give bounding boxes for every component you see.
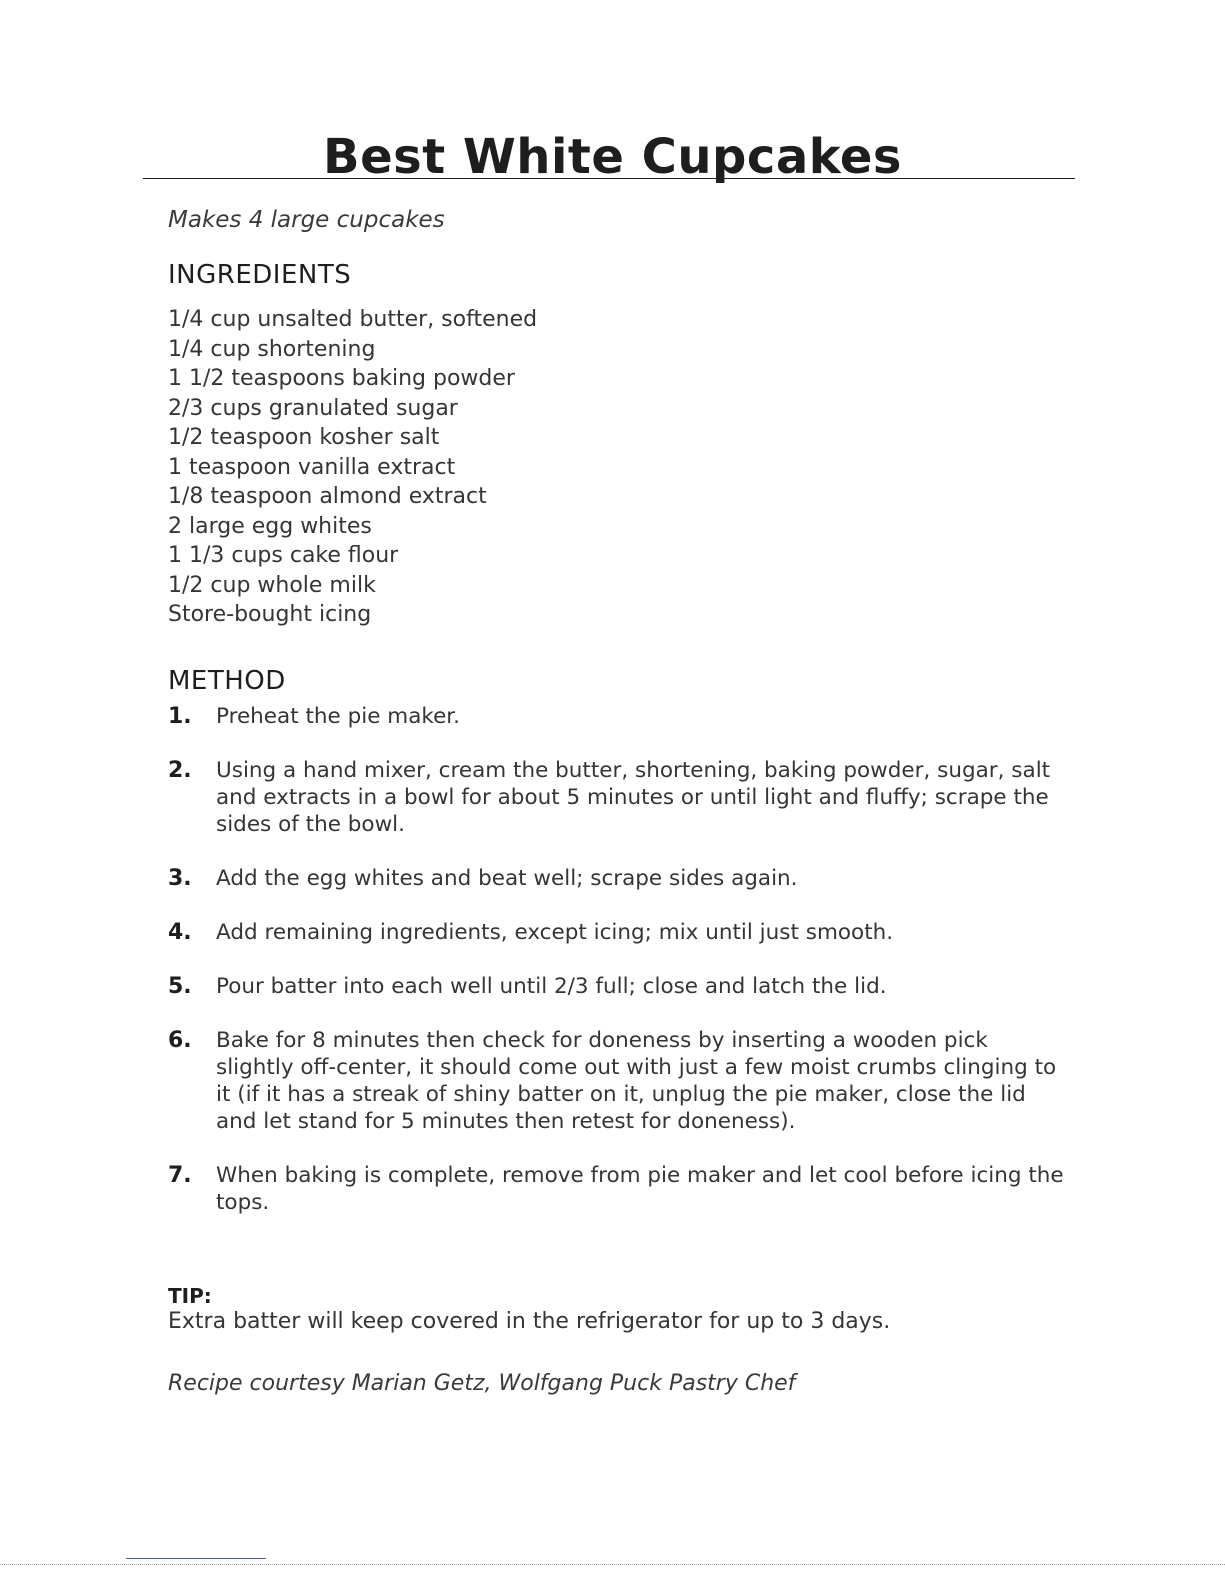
ingredient-item: 1 teaspoon vanilla extract	[168, 454, 456, 480]
footer-mark	[126, 1558, 266, 1559]
method-step	[168, 1027, 1068, 1135]
step-number: 4.	[168, 920, 192, 945]
recipe-credit: Recipe courtesy Marian Getz, Wolfgang Puck Pastry Chef	[168, 1371, 796, 1396]
ingredient-item: 1/2 teaspoon kosher salt	[168, 425, 440, 450]
method-step	[168, 973, 1068, 1000]
ingredient-item: 1/8 teaspoon almond extract	[168, 484, 487, 509]
ingredient-item: 1 1/3 cups cake flour	[168, 543, 399, 568]
method-step	[168, 757, 1068, 838]
step-text: Bake for 8 minutes then check for doneness by inserting a wooden pick slightly off-center, it should come out with just a few moist crumbs clinging to it (if it has a streak of shiny batter on it, unplug the pie maker, close the lid and let stand for 5 minutes then retest for doneness).	[216, 1028, 1057, 1134]
ingredient-item: 1 1/2 teaspoons baking powder	[168, 366, 515, 391]
title-underline	[143, 178, 1075, 179]
method-step	[168, 703, 1068, 730]
tip-text: Extra batter will keep covered in the refrigerator for up to 3 days.	[168, 1309, 891, 1334]
ingredient-item: 2 large egg whites	[168, 513, 372, 539]
step-text: Add the egg whites and beat well; scrape sides again.	[216, 866, 798, 891]
step-text: Using a hand mixer, cream the butter, shortening, baking powder, sugar, salt and extracts in a bowl for about 5 minutes or until light and fluffy; scrape the sides of the bowl.	[216, 758, 1051, 837]
step-text: Preheat the pie maker.	[216, 704, 461, 729]
step-text: Pour batter into each well until 2/3 full; close and latch the lid.	[216, 974, 887, 999]
ingredient-item: 1/4 cup shortening	[168, 336, 376, 362]
step-number: 3.	[168, 866, 192, 891]
ingredient-item: 1/2 cup whole milk	[168, 572, 376, 598]
step-text: Add remaining ingredients, except icing; mix until just smooth.	[216, 920, 894, 945]
step-number: 7.	[168, 1163, 192, 1188]
footer-divider	[0, 1564, 1225, 1565]
step-number: 6.	[168, 1028, 192, 1053]
ingredient-item: 2/3 cups granulated sugar	[168, 395, 458, 421]
recipe-title: Best White Cupcakes	[322, 129, 902, 185]
method-heading: METHOD	[168, 666, 286, 696]
method-steps	[168, 703, 1068, 1216]
ingredient-item: Store-bought icing	[168, 602, 372, 627]
step-number: 5.	[168, 974, 192, 999]
method-step	[168, 919, 1068, 946]
method-step	[168, 1162, 1068, 1216]
tip-label: TIP:	[168, 1284, 212, 1308]
step-text: When baking is complete, remove from pie maker and let cool before icing the tops.	[216, 1163, 1064, 1215]
recipe-yield: Makes 4 large cupcakes	[168, 207, 445, 233]
ingredient-item: 1/4 cup unsalted butter, softened	[168, 307, 538, 332]
method-step	[168, 865, 1068, 892]
ingredients-list	[168, 305, 537, 630]
ingredients-heading: INGREDIENTS	[168, 260, 352, 290]
step-number: 2.	[168, 758, 192, 783]
step-number: 1.	[168, 704, 192, 729]
